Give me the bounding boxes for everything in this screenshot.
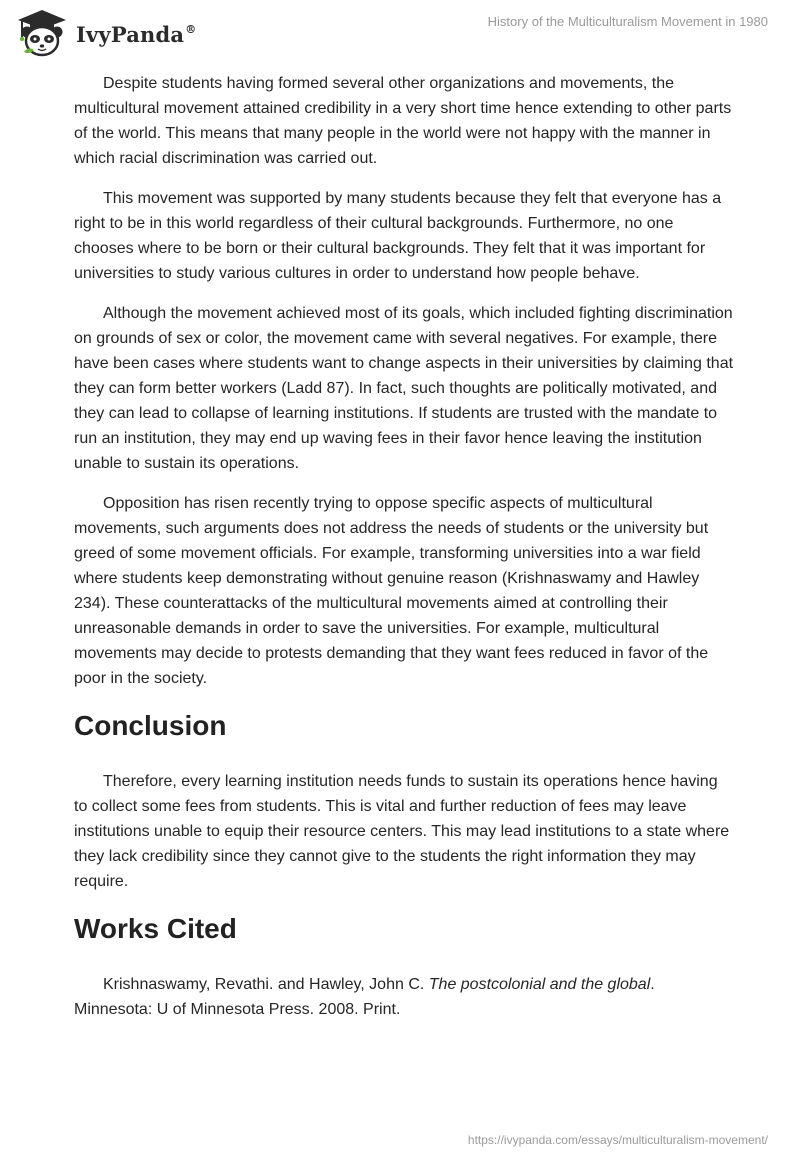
conclusion-heading: Conclusion (74, 710, 227, 741)
citation-publisher: . Minnesota: U of Minnesota Press. 2008. Print. (74, 976, 655, 1018)
works-cited-heading: Works Cited (74, 913, 237, 944)
body-paragraph: Despite students having formed several other organizations and movements, the multicultural movement attained credibility in a very short time hence extending to other parts of the world. This means that many people in the world were not happy with the manner in which racial discrimination was carried out. (74, 75, 732, 167)
citation-entry (74, 972, 734, 1022)
essay-content (74, 71, 734, 1037)
conclusion-paragraph: Therefore, every learning institution needs funds to sustain its operations hence having to collect some fees from students. This is vital and further reduction of fees may leave institutions unable to equip their resource centers. This may lead institutions to a state where they lack credibility since they cannot give to the students the right information they may require. (74, 773, 730, 890)
ivypanda-logo[interactable] (14, 8, 196, 58)
source-url[interactable]: https://ivypanda.com/essays/multiculturalism-movement/ (467, 1133, 768, 1147)
body-paragraph: Opposition has risen recently trying to oppose specific aspects of multicultural movements, such arguments does not address the needs of students or the university but greed of some movement officials. For example, transforming universities into a war field where students keep demonstrating without genuine reason (Krishnaswamy and Hawley 234). These counterattacks of the multicultural movements aimed at controlling their unreasonable demands in order to save the universities. For example, multicultural movements may decide to protests demanding that they want fees reduced in favor of the poor in the society. (74, 495, 709, 687)
page-header (0, 0, 800, 70)
brand-name: IvyPanda® (76, 21, 197, 47)
citation-title: The postcolonial and the global (428, 976, 651, 993)
body-paragraph: This movement was supported by many students because they felt that everyone has a right to be in this world regardless of their cultural backgrounds. Furthermore, no one chooses where to be born or their cultural backgrounds. They felt that it was important for universities to study various cultures in order to understand how people behave. (74, 190, 722, 282)
body-paragraph: Although the movement achieved most of its goals, which included fighting discrimination on grounds of sex or color, the movement came with several negatives. For example, there have been cases where students want to change aspects in their universities by claiming that they can form better workers (Ladd 87). In fact, such thoughts are politically motivated, and they can lead to collapse of learning institutions. If students are trusted with the mandate to run an institution, they may end up waving fees in their favor hence leaving the institution unable to sustain its operations. (74, 305, 734, 472)
citation-authors: Krishnaswamy, Revathi. and Hawley, John C. (103, 976, 429, 993)
document-title: History of the Multiculturalism Movement in 1980 (487, 14, 768, 29)
panda-graduate-icon (14, 8, 70, 58)
